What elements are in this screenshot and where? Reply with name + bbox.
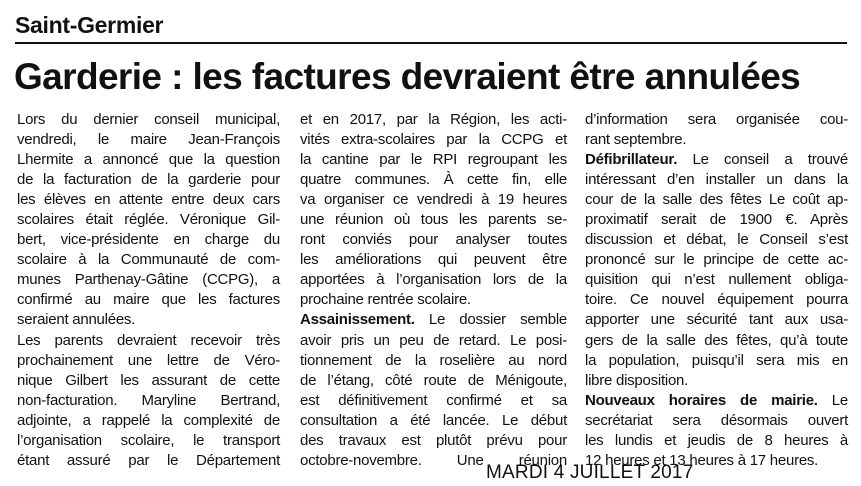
line-text: octobre-novembre. Une réunion <box>300 451 567 469</box>
text-line <box>300 431 567 451</box>
text-line <box>17 210 280 230</box>
section-lead-in: Assainissement. <box>300 311 415 329</box>
text-line <box>17 130 280 150</box>
article-column-1 <box>17 110 280 471</box>
text-line <box>585 331 848 351</box>
text-line <box>17 270 280 290</box>
line-text: Les parents devraient recevoir très <box>17 331 280 349</box>
text-line <box>17 351 280 371</box>
line-text: rant septembre. <box>585 131 687 149</box>
section-rubric: Saint-Germier <box>15 12 164 38</box>
text-line <box>585 250 848 270</box>
line-text: va organiser ce vendredi à 19 heures <box>300 191 567 209</box>
line-text: scolaires était réglée. Véronique Gil- <box>17 211 280 229</box>
text-line <box>300 331 567 351</box>
line-text: quisition qui n’est nullement obliga- <box>585 271 848 289</box>
text-line <box>300 310 567 330</box>
line-text: Le <box>817 391 848 409</box>
text-line <box>300 270 567 290</box>
line-text: étant assuré par le Département <box>17 451 280 469</box>
line-text: tionnement de la roselière au nord <box>300 351 567 369</box>
text-line <box>300 130 567 150</box>
line-text: proximatif serait de 1900 €. Après <box>585 211 848 229</box>
text-line <box>585 130 848 150</box>
text-line <box>17 110 280 130</box>
text-line <box>300 250 567 270</box>
line-text: libre disposition. <box>585 371 689 389</box>
line-text: nique Gilbert les assurant de cette <box>17 371 280 389</box>
line-text: d’information sera organisée cou- <box>585 111 848 128</box>
text-line <box>17 150 280 170</box>
line-text: les lundis et jeudis de 8 heures à <box>585 431 848 449</box>
text-line <box>300 391 567 411</box>
line-text: et en 2017, par la Région, les acti- <box>300 111 567 128</box>
line-text: les élèves en attente entre deux cars <box>17 191 280 209</box>
text-line <box>17 290 280 310</box>
line-text: gers de la salle des fêtes, qu’à toute <box>585 331 848 349</box>
article-headline: Garderie : les factures devraient être annulées <box>14 56 801 97</box>
section-lead-in: Défibrillateur. <box>585 151 678 169</box>
line-text: avoir pris un peu de retard. Le posi- <box>300 331 567 349</box>
line-text: seraient annulées. <box>17 311 136 329</box>
article-column-3 <box>585 110 848 471</box>
text-line <box>585 110 848 130</box>
line-text: Le dossier semble <box>414 311 567 329</box>
text-line <box>300 150 567 170</box>
line-text: intéressant d’en installer un dans la <box>585 171 848 189</box>
line-text: cour de la salle des fêtes Le coût ap- <box>585 191 848 209</box>
line-text: la cantine par le RPI regroupant les <box>300 151 567 169</box>
publication-date: MARDI 4 JUILLET 2017 <box>486 462 694 483</box>
text-line <box>17 250 280 270</box>
text-line <box>585 270 848 290</box>
section-lead-in: Nouveaux horaires de mairie. <box>585 391 818 409</box>
text-line <box>300 170 567 190</box>
text-line <box>585 190 848 210</box>
text-line <box>300 110 567 130</box>
line-text: consultation a été lancée. Le début <box>300 411 567 429</box>
line-text: l’organisation scolaire, le transport <box>17 431 280 449</box>
line-text: Le conseil a trouvé <box>677 151 848 169</box>
text-line <box>17 230 280 250</box>
text-line <box>300 190 567 210</box>
text-line <box>17 310 280 330</box>
line-text: adjointe, a rappelé la complexité de <box>17 411 280 429</box>
line-text: vités extra-scolaires par la CCPG et <box>300 131 567 149</box>
line-text: la population, puisqu’il sera mis en <box>585 351 848 369</box>
text-line <box>300 210 567 230</box>
line-text: non-facturation. Maryline Bertrand, <box>17 391 280 409</box>
line-text: toire. Ce nouvel équipement pourra <box>585 291 848 309</box>
rubric-divider <box>15 42 847 44</box>
text-line <box>300 230 567 250</box>
text-line <box>300 351 567 371</box>
text-line <box>585 351 848 371</box>
text-line <box>585 431 848 451</box>
text-line <box>17 371 280 391</box>
text-line <box>300 290 567 310</box>
line-text: apporter une sécurité tant aux usa- <box>585 311 848 329</box>
line-text: est définitivement confirmé et sa <box>300 391 567 409</box>
article-column-2 <box>300 110 567 471</box>
line-text: prononcé sur le principe de cette ac- <box>585 251 848 269</box>
line-text: ront conviés pour analyser toutes <box>300 231 567 249</box>
line-text: quatre communes. À cette fin, elle <box>300 171 567 189</box>
text-line <box>300 411 567 431</box>
text-line <box>17 170 280 190</box>
text-line <box>585 290 848 310</box>
text-line <box>585 230 848 250</box>
text-line <box>585 391 848 411</box>
text-line <box>585 150 848 170</box>
line-text: 12 heures et 13 heures à 17 heures. <box>585 451 819 469</box>
line-text: confirmé au maire que les factures <box>17 291 280 309</box>
line-text: vendredi, le maire Jean-François <box>17 131 280 149</box>
line-text: bert, vice-présidente en charge du <box>17 231 280 249</box>
line-text: Lors du dernier conseil municipal, <box>17 111 280 128</box>
line-text: une réunion où tous les parents se- <box>300 211 567 229</box>
line-text: munes Parthenay-Gâtine (CCPG), a <box>17 271 280 289</box>
text-line <box>585 371 848 391</box>
text-line <box>17 451 280 471</box>
text-line <box>17 411 280 431</box>
text-line <box>585 210 848 230</box>
text-line <box>585 310 848 330</box>
line-text: secrétariat sera désormais ouvert <box>585 411 848 429</box>
line-text: prochaine rentrée scolaire. <box>300 291 471 309</box>
line-text: apportées à l’organisation lors de la <box>300 271 567 289</box>
text-line <box>585 411 848 431</box>
line-text: discussion et débat, le Conseil s’est <box>585 231 848 249</box>
text-line <box>585 170 848 190</box>
line-text: de l’étang, côté route de Ménigoute, <box>300 371 567 389</box>
line-text: scolaire à la Communauté de com- <box>17 251 280 269</box>
text-line <box>17 331 280 351</box>
line-text: les améliorations qui peuvent être <box>300 251 567 269</box>
text-line <box>17 391 280 411</box>
line-text: de la facturation de la garderie pour <box>17 171 280 189</box>
text-line <box>17 190 280 210</box>
line-text: prochainement une lettre de Véro- <box>17 351 280 369</box>
text-line <box>300 371 567 391</box>
line-text: des travaux est plutôt prévu pour <box>300 431 567 449</box>
text-line <box>17 431 280 451</box>
line-text: Lhermite a annoncé que la question <box>17 151 280 169</box>
